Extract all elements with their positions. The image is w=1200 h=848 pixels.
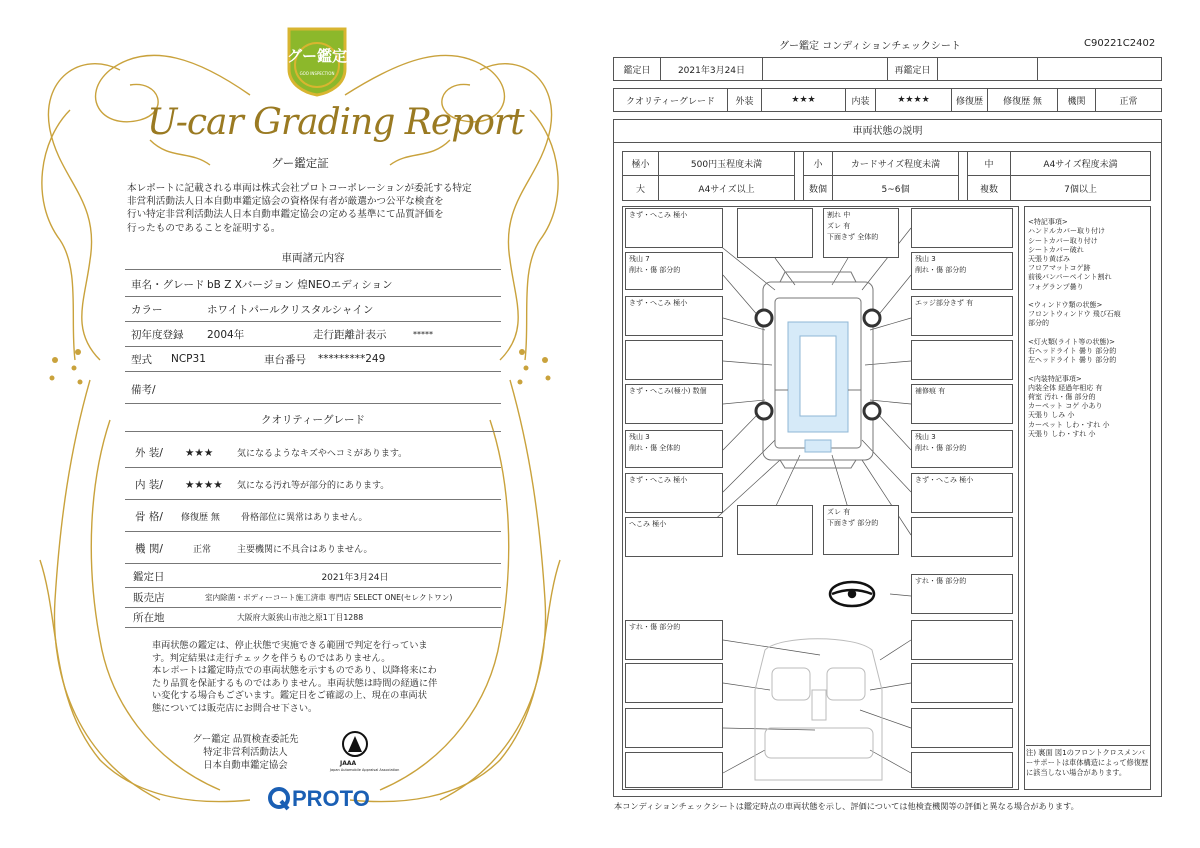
note-box <box>911 208 1013 248</box>
legend-key: 大 <box>623 176 659 200</box>
ext-label: 外装 <box>728 89 762 111</box>
car-top-view <box>763 272 873 468</box>
frame-note: 骨格部位に異常はありません。 <box>241 513 368 523</box>
chassis-label: 車台番号 <box>264 353 306 366</box>
org-line: 日本自動車鑑定協会 <box>203 760 288 771</box>
spec-row-year <box>125 322 501 347</box>
repair-value: 修復歴 無 <box>988 89 1058 111</box>
grade-row-exterior <box>125 438 501 468</box>
legend-key: 複数 <box>967 176 1011 200</box>
intro-line: 非営利活動法人日本自動車鑑定協会の資格保有者が厳選かつ公平な検査を <box>127 196 444 208</box>
chassis-value: *********249 <box>318 353 386 365</box>
date-value: 2021年3月24日 <box>661 58 763 80</box>
frame-value: 修復歴 無 <box>181 513 220 523</box>
disclaimer-line: たり品質を保証するものではありません。車両状態は時間の経過に伴 <box>152 677 438 689</box>
bottom-note: 注) 裏面 図1のフロントクロスメンバーサポートは車体構造によって修復歴に該当しない場合があります。 <box>1026 745 1150 778</box>
note-box <box>911 517 1013 557</box>
car-interior-view <box>755 639 882 780</box>
note-box <box>737 208 813 258</box>
address-value: 大阪府大阪狭山市池之原1丁目1288 <box>237 613 364 622</box>
note-box: へこみ 極小 <box>625 517 723 557</box>
note-box: きず・へこみ 極小 <box>625 208 723 248</box>
note-box: 残山 3 削れ・傷 全体的 <box>625 430 723 468</box>
org-line: グー鑑定 品質検査委託先 <box>192 734 299 745</box>
info-row-date <box>125 566 501 588</box>
proto-logo <box>268 784 370 814</box>
grade-row-interior <box>125 470 501 500</box>
certificate-heading: グー鑑定証 <box>271 156 329 170</box>
legend-value: A4サイズ以上 <box>659 176 795 200</box>
info-row-address <box>125 608 501 628</box>
note-box: エッジ部分きず 有 <box>911 296 1013 336</box>
spec-row-remarks <box>125 376 501 404</box>
name-label: 車名・グレード <box>131 278 205 291</box>
note-box: ズレ 有 下面きず 部分的 <box>823 505 899 555</box>
int-label: 内装 <box>846 89 876 111</box>
disclaimer-line: す。判定結果は走行チェックを伴うものではありません。 <box>152 652 391 664</box>
intro-text <box>127 182 507 235</box>
legend-value: A4サイズ程度未満 <box>1011 152 1150 176</box>
model-label: 型式 <box>131 353 152 366</box>
color-value: ホワイトパールクリスタルシャイン <box>207 303 374 316</box>
leader-lines <box>698 228 911 773</box>
date-label: 鑑定日 <box>133 571 165 583</box>
year-value: 2004年 <box>207 328 245 341</box>
legend-value: カードサイズ程度未満 <box>833 152 959 176</box>
intro-line: 本レポートに記載される車両は株式会社プロトコーポレーションが委託する特定 <box>127 183 472 194</box>
legend-key: 小 <box>803 152 833 176</box>
shop-label: 販売店 <box>133 592 165 604</box>
remarks-label: 備考/ <box>131 384 156 396</box>
note-box: 残山 7 削れ・傷 部分的 <box>625 252 723 290</box>
name-value: bB Z Xバージョン 煌NEOエディション <box>207 278 393 291</box>
exterior-label: 外 装/ <box>135 447 163 459</box>
note-box <box>911 663 1013 703</box>
color-label: カラー <box>131 303 163 316</box>
sheet-footer: 本コンディションチェックシートは鑑定時点の車両状態を示し、評価については他検査機関等の評価と異なる場合があります。 <box>614 801 1079 811</box>
quality-label: クオリティーグレード <box>614 89 728 111</box>
engine-label: 機 関/ <box>135 543 163 555</box>
spec-row-name <box>125 272 501 297</box>
note-box <box>737 505 813 555</box>
note-box: きず・へこみ 極小 <box>625 296 723 336</box>
grade-heading: クオリティーグレード <box>125 410 501 432</box>
jaaa-emblem-icon <box>330 728 400 762</box>
note-box <box>911 708 1013 748</box>
legend-value: 5~6個 <box>833 176 959 200</box>
desc-heading: 車両状態の説明 <box>614 120 1161 143</box>
grade-row-engine <box>125 534 501 564</box>
intro-line: 行い特定非営利活動法人日本自動車鑑定協会の定める基準にて品質評価を <box>127 209 444 221</box>
jaaa-text: JAAA <box>340 760 357 767</box>
note-box: きず・へこみ(極小) 数個 <box>625 384 723 424</box>
shop-value: 室内除菌・ボディーコート施工済車 専門店 SELECT ONE(セレクトワン) <box>205 593 453 602</box>
note-box: 補修痕 有 <box>911 384 1013 424</box>
logo-ring-text: GOO INSPECTION <box>299 71 335 76</box>
frame-label: 骨 格/ <box>135 511 163 523</box>
ext-value: ★★★ <box>762 89 846 111</box>
legend-key: 数個 <box>803 176 833 200</box>
legend-key: 中 <box>967 152 1011 176</box>
legend-value: 7個以上 <box>1064 184 1097 195</box>
organization-block <box>168 733 323 772</box>
exterior-stars: ★★★ <box>185 446 214 459</box>
note-box: きず・へこみ 極小 <box>625 473 723 513</box>
note-box <box>625 752 723 788</box>
spec-row-color <box>125 297 501 322</box>
legend-key: 極小 <box>623 152 659 176</box>
note-box <box>625 340 723 380</box>
goo-inspection-logo <box>283 25 351 97</box>
org-line: 特定非営利活動法人 <box>203 747 288 758</box>
note-box <box>911 620 1013 660</box>
special-notes-panel <box>1024 206 1151 790</box>
note-box <box>911 340 1013 380</box>
steering-wheel-icon <box>830 582 874 606</box>
sheet-title: グー鑑定 コンディションチェックシート <box>779 41 961 52</box>
special-notes: <特記事項> ハンドルカバー取り付け シートカバー取り付け シートカバー破れ 天張り黄ばみ フロアマットコゲ跡 前後バンパーペイント割れ フォグランプ曇り <ウィンドウ類の状態> フロントウィンドウ 飛び石痕 部分的 <灯火類(ライト等の状態)> 右ヘッドライト 曇り 部分的 左ヘッドライト 曇り 部分的 <内装特記事項> 内装全体 経過年相応 有 荷室 汚れ・傷 部分的 カーペット コゲ 小あり 天張り しみ 小 カーペット しわ・すれ 小 天張り しわ・すれ 小 <box>1028 218 1121 438</box>
disclaimer-line: 車両状態の鑑定は、停止状態で実施できる範囲で判定を行っていま <box>152 640 428 651</box>
mileage-label: 走行距離計表示 <box>313 328 387 341</box>
grade-row-frame <box>125 502 501 532</box>
condition-check-sheet <box>600 0 1200 848</box>
date-value: 2021年3月24日 <box>321 573 389 583</box>
mileage-value: ***** <box>413 329 433 339</box>
disclaimer-text <box>152 640 482 716</box>
engine-label: 機関 <box>1058 89 1096 111</box>
note-box: 残山 3 削れ・傷 部分的 <box>911 430 1013 468</box>
engine-value: 正常 <box>1119 96 1138 107</box>
date-label: 鑑定日 <box>614 58 661 80</box>
exterior-note: 気になるようなキズやヘコミがあります。 <box>237 449 408 459</box>
note-box: すれ・傷 部分的 <box>911 574 1013 614</box>
sheet-code: C90221C2402 <box>1084 38 1156 49</box>
interior-stars: ★★★★ <box>185 478 223 491</box>
repair-label: 修復歴 <box>952 89 988 111</box>
note-box <box>625 708 723 748</box>
engine-note: 主要機関に不具合はありません。 <box>237 545 373 555</box>
logo-text: グー鑑定 <box>286 47 347 65</box>
interior-label: 内 装/ <box>135 479 163 491</box>
proto-mark-icon <box>268 787 290 811</box>
disclaimer-line: 本レポートは鑑定時点での車両状態を示すものであり、以降将来にわ <box>152 665 437 677</box>
address-label: 所在地 <box>133 612 165 624</box>
note-box <box>625 663 723 703</box>
disclaimer-line: い変化する場合もございます。鑑定日をご確認の上、現在の車両状 <box>152 690 427 702</box>
spec-heading: 車両諸元内容 <box>125 250 501 270</box>
engine-value: 正常 <box>193 545 212 555</box>
legend-value: 500円玉程度未満 <box>659 152 795 176</box>
intro-line: 行ったものであることを証明する。 <box>127 222 281 234</box>
model-value: NCP31 <box>171 353 206 365</box>
spec-row-model <box>125 347 501 372</box>
disclaimer-line: 態については販売店にお問合せ下さい。 <box>152 702 318 714</box>
note-box: すれ・傷 部分的 <box>625 620 723 660</box>
jaaa-subtext: Japan Automobile Appraisal Association <box>330 768 400 772</box>
reinspect-label: 再鑑定日 <box>888 58 938 80</box>
year-label: 初年度登録 <box>131 328 184 341</box>
note-box: 割れ 中 ズレ 有 下面きず 全体的 <box>823 208 899 258</box>
jaaa-logo <box>330 728 400 778</box>
int-value: ★★★★ <box>876 89 952 111</box>
proto-text: PROTO <box>292 786 370 811</box>
report-script-title: U-car Grading Report <box>147 102 524 143</box>
info-row-shop <box>125 588 501 608</box>
note-box: 残山 3 削れ・傷 部分的 <box>911 252 1013 290</box>
note-box: きず・へこみ 極小 <box>911 473 1013 513</box>
interior-note: 気になる汚れ等が部分的にあります。 <box>237 481 390 491</box>
note-box <box>911 752 1013 788</box>
